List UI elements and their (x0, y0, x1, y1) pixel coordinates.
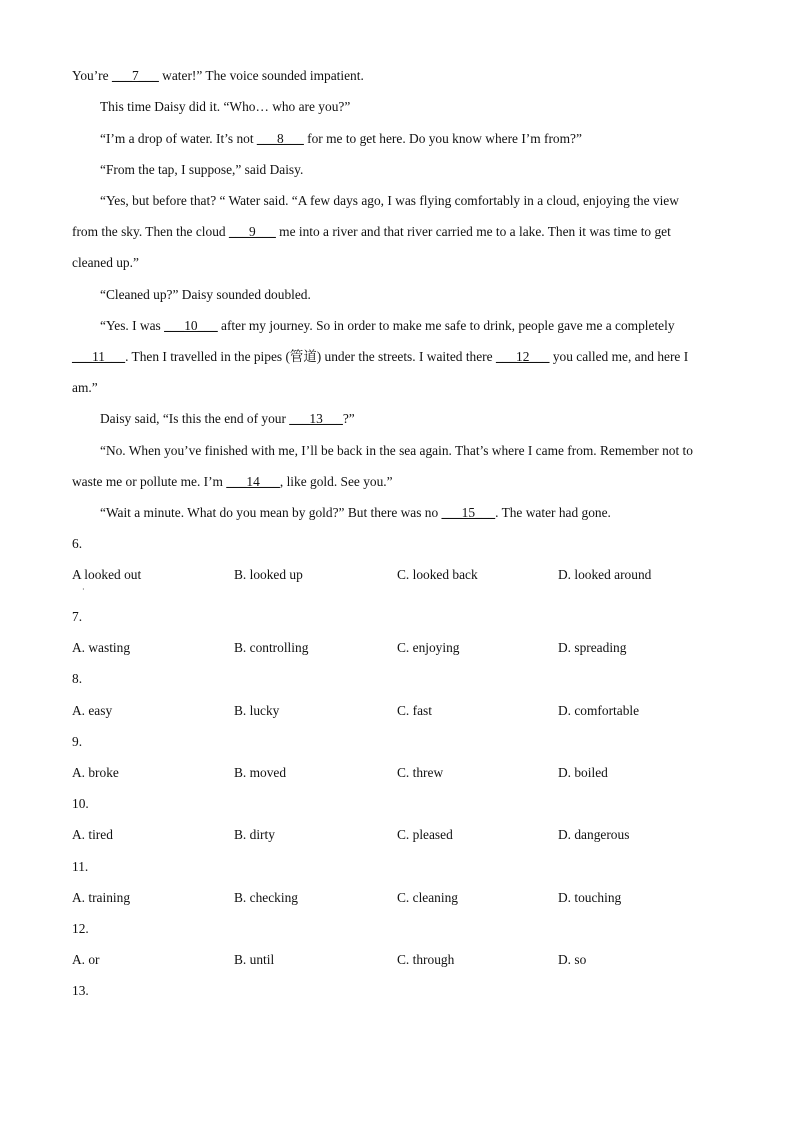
option-b[interactable]: B. checking (234, 890, 298, 905)
option-c[interactable]: C. pleased (397, 827, 453, 842)
option-d[interactable]: D. touching (558, 890, 622, 905)
option-c[interactable]: C. fast (397, 703, 432, 718)
option-b[interactable]: B. moved (234, 765, 287, 780)
passage-line: from the sky. Then the cloud ___9___ me into a river and that river carried me to a lake. Then it was time to get (72, 224, 671, 239)
option-c[interactable]: C. cleaning (397, 890, 458, 905)
option-d[interactable]: D. dangerous (558, 827, 630, 842)
passage-line: Daisy said, “Is this the end of your ___13___?” (100, 411, 355, 426)
passage-line: am.” (72, 380, 98, 395)
passage-line: This time Daisy did it. “Who… who are you?” (100, 99, 351, 114)
blank-14: ___14___ (226, 474, 280, 489)
option-a[interactable]: A. broke (72, 765, 119, 780)
passage-line: “Cleaned up?” Daisy sounded doubled. (100, 287, 311, 302)
option-c[interactable]: C. looked back (397, 567, 478, 582)
option-b[interactable]: B. looked up (234, 567, 303, 582)
passage-line: “Wait a minute. What do you mean by gold?” But there was no ___15___. The water had gone. (100, 505, 611, 520)
option-d[interactable]: D. boiled (558, 765, 608, 780)
passage-line: ___11___. Then I travelled in the pipes (管道) under the streets. I waited there ___12___ you called me, and here I (72, 349, 689, 364)
blank-8: ___8___ (256, 131, 304, 146)
option-c[interactable]: C. enjoying (397, 640, 460, 655)
passage-line: You’re ___7___ water!” The voice sounded impatient. (72, 68, 364, 83)
question-number: 12. (72, 921, 89, 936)
question-number: 13. (72, 983, 89, 998)
option-d[interactable]: D. comfortable (558, 703, 640, 718)
question-number: 8. (72, 671, 83, 686)
blank-12: ___12___ (495, 349, 550, 364)
blank-11: ___11___ (72, 349, 126, 364)
question-number: 9. (72, 734, 83, 749)
option-b[interactable]: B. controlling (234, 640, 309, 655)
option-b[interactable]: B. lucky (234, 703, 280, 718)
option-mark: · (82, 585, 85, 594)
question-number: 11. (72, 859, 89, 874)
option-a[interactable]: A. or (72, 952, 100, 967)
option-a[interactable]: A. easy (72, 703, 113, 718)
passage-line: “No. When you’ve finished with me, I’ll be back in the sea again. That’s where I came from. Remember not to (100, 443, 693, 458)
blank-15: ___15___ (441, 505, 496, 520)
option-c[interactable]: C. threw (397, 765, 444, 780)
passage-line: cleaned up.” (72, 255, 139, 270)
blank-9: ___9___ (228, 224, 276, 239)
blank-13: ___13___ (289, 411, 343, 426)
option-a[interactable]: A. training (72, 890, 131, 905)
question-number: 6. (72, 536, 83, 551)
passage-line: “From the tap, I suppose,” said Daisy. (100, 162, 304, 177)
option-c[interactable]: C. through (397, 952, 455, 967)
option-d[interactable]: D. looked around (558, 567, 652, 582)
question-number: 10. (72, 796, 89, 811)
passage-line: waste me or pollute me. I’m ___14___, like gold. See you.” (72, 474, 393, 489)
blank-10: ___10___ (164, 318, 218, 333)
option-a[interactable]: A. wasting (72, 640, 131, 655)
option-b[interactable]: B. dirty (234, 827, 275, 842)
passage-line: “Yes, but before that? “ Water said. “A few days ago, I was flying comfortably in a cloud, enjoying the view (100, 193, 679, 208)
option-d[interactable]: D. so (558, 952, 587, 967)
blank-7: ___7___ (111, 68, 159, 83)
option-d[interactable]: D. spreading (558, 640, 627, 655)
option-a[interactable]: A. tired (72, 827, 113, 842)
option-b[interactable]: B. until (234, 952, 275, 967)
question-number: 7. (72, 609, 83, 624)
passage-line: “Yes. I was ___10___ after my journey. So in order to make me safe to drink, people gave me a completely (100, 318, 675, 333)
option-a[interactable]: A looked out (72, 567, 142, 582)
passage-line: “I’m a drop of water. It’s not ___8___ for me to get here. Do you know where I’m from?” (100, 131, 582, 146)
